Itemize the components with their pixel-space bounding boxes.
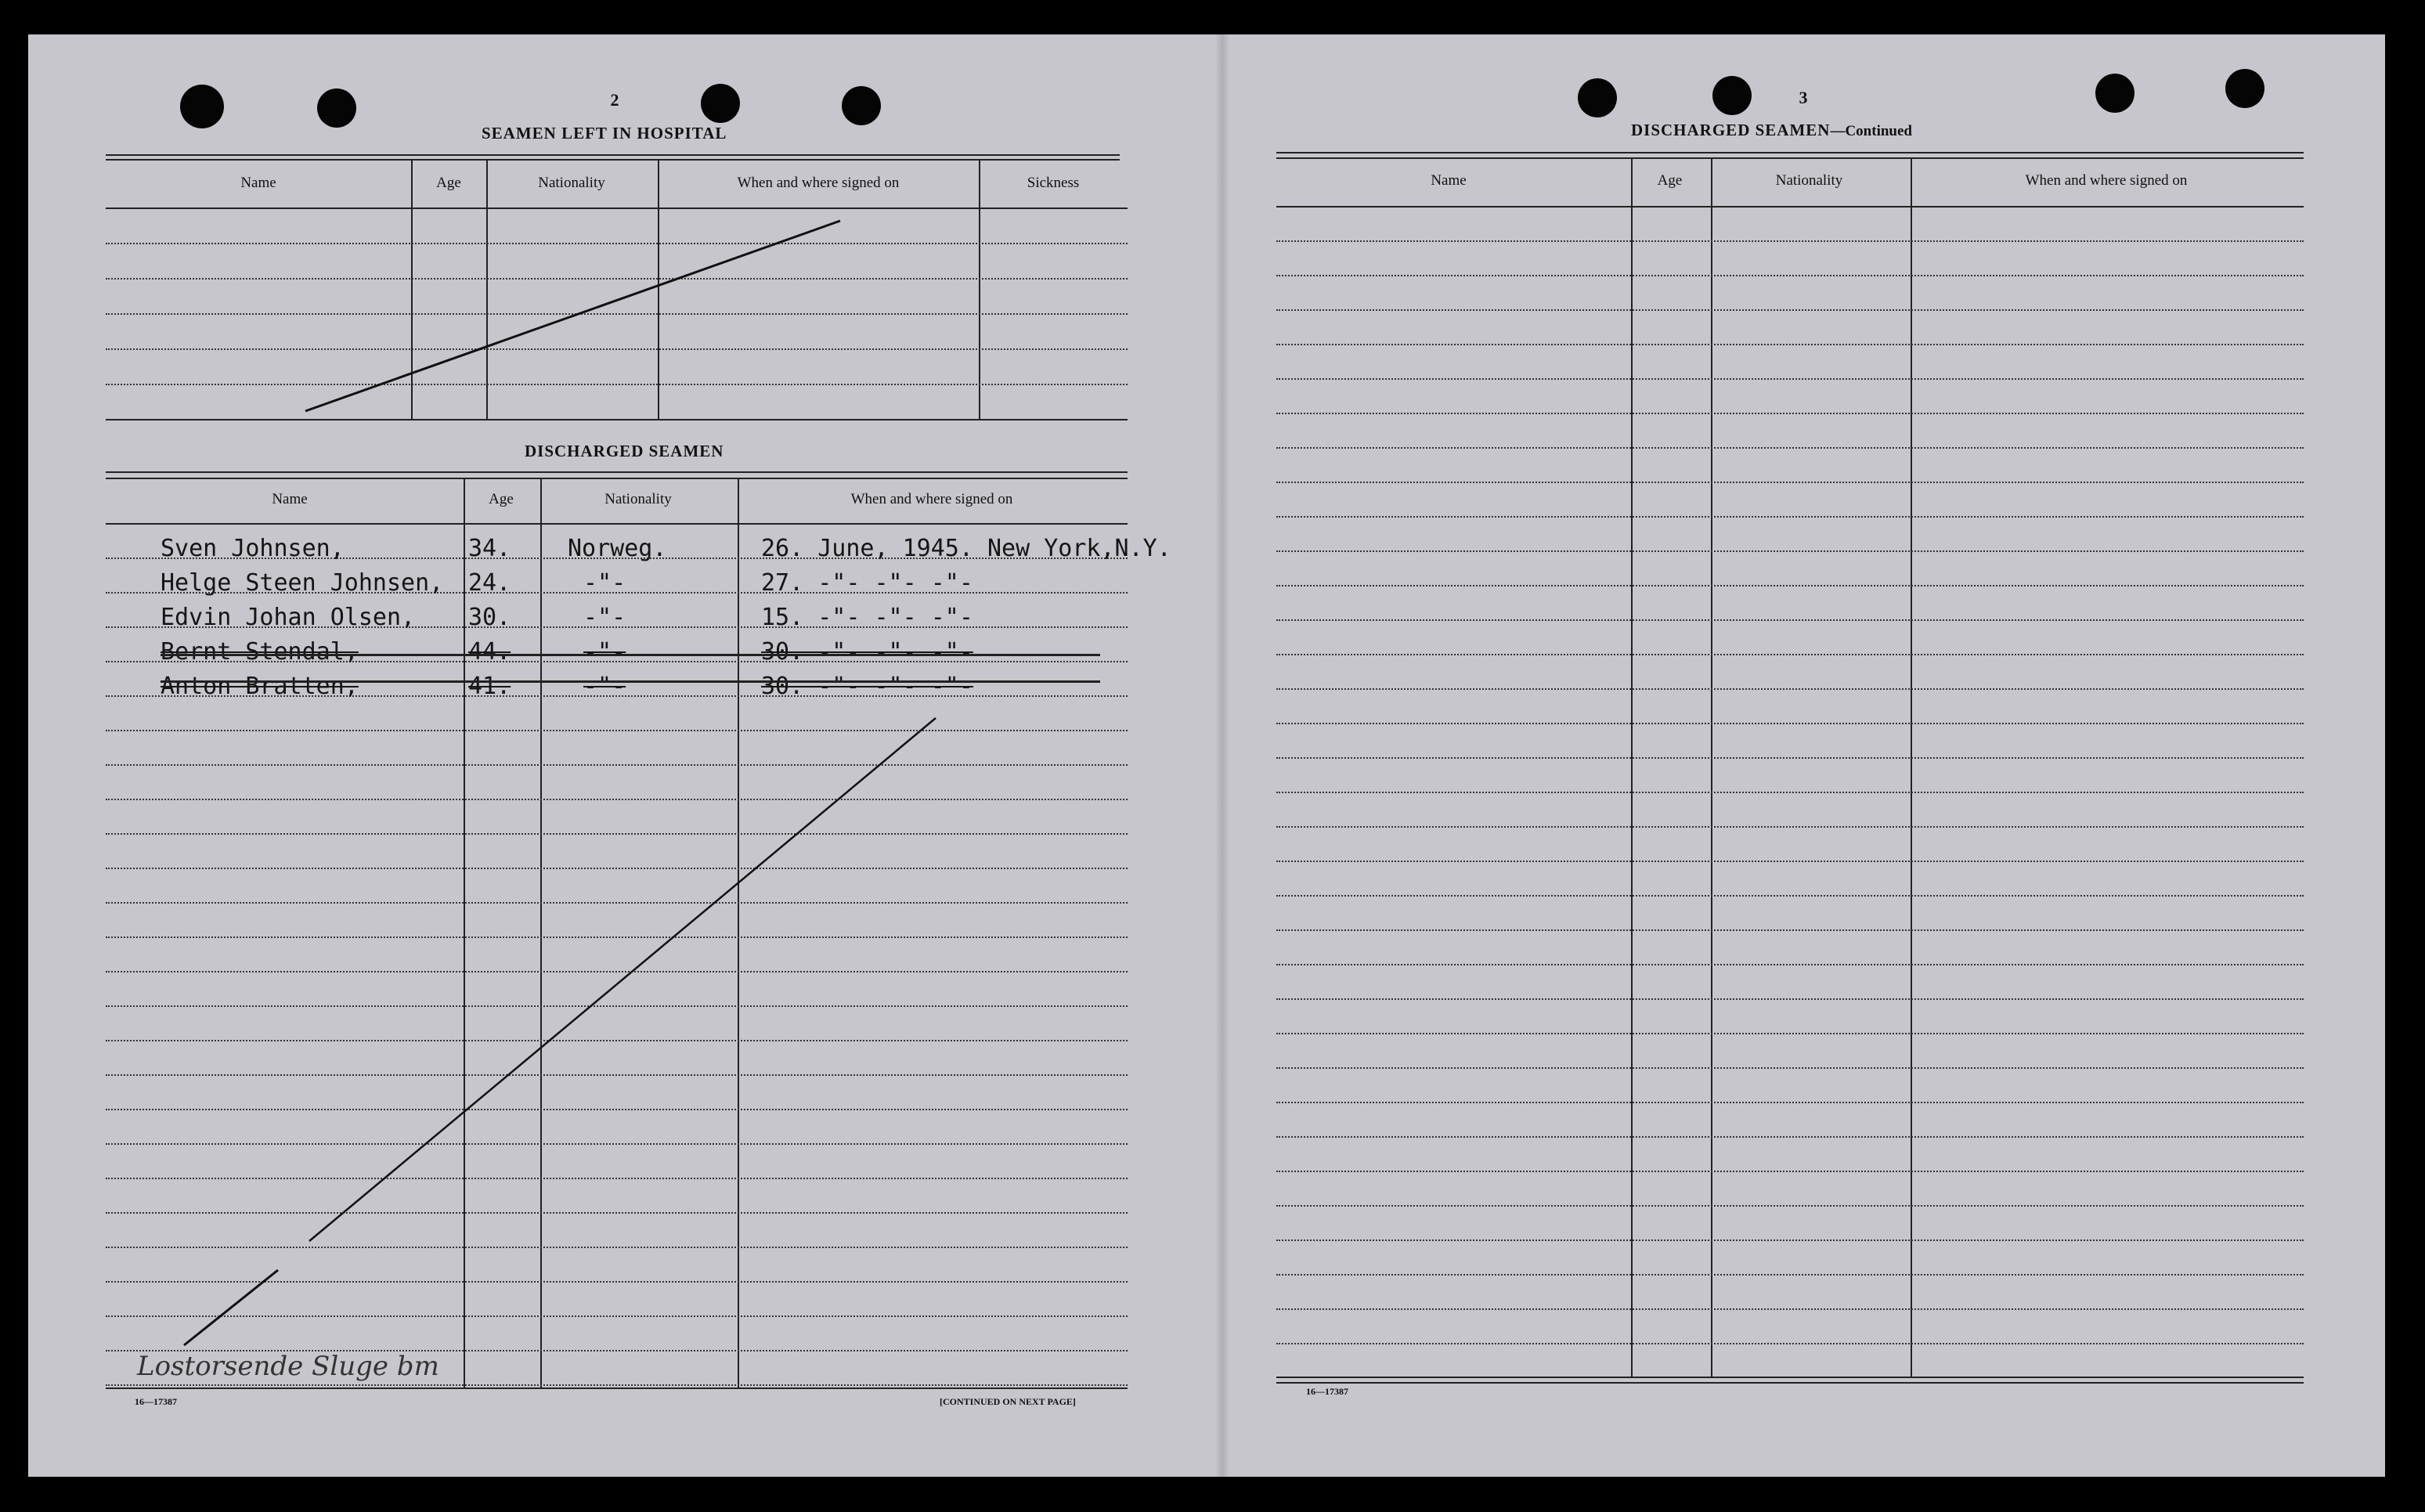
ruled-line: [1276, 1240, 2304, 1241]
seaman-name: Sven Johnsen,: [161, 535, 345, 562]
left-form-number: 16—17387: [135, 1396, 177, 1407]
hospital-col-signed-on: When and where signed on: [737, 175, 900, 191]
seaman-nationality: -"-: [583, 638, 626, 666]
ruled-line: [1276, 1205, 2304, 1207]
ruled-line: [1276, 792, 2304, 793]
ruled-line: [1276, 1033, 2304, 1034]
ruled-line: [1276, 1343, 2304, 1344]
ruled-line: [1276, 998, 2304, 1000]
ruled-line: [1276, 516, 2304, 518]
right-col-signed-on: When and where signed on: [2025, 172, 2188, 189]
discharged-col-name: Name: [272, 491, 308, 507]
seaman-nationality: Norweg.: [568, 535, 667, 562]
seaman-signed-on: 30. -"- -"- -"-: [761, 673, 973, 700]
seaman-signed-on: 30. -"- -"- -"-: [761, 638, 973, 666]
ruled-line: [1276, 1308, 2304, 1310]
ruled-line: [1276, 1067, 2304, 1069]
ruled-line: [1276, 964, 2304, 965]
ruled-line: [1276, 309, 2304, 311]
seaman-age: 30.: [468, 604, 511, 631]
seaman-nationality: -"-: [583, 569, 626, 597]
discharged-col-signed-on: When and where signed on: [850, 491, 1013, 507]
ruled-line: [1276, 1171, 2304, 1172]
ruled-line: [1276, 619, 2304, 621]
ruled-line: [1276, 275, 2304, 276]
ruled-line: [1276, 585, 2304, 586]
ruled-line: [1276, 447, 2304, 449]
discharged-col-age: Age: [489, 491, 514, 507]
ruled-line: [1276, 413, 2304, 414]
right-page-number: 3: [1799, 88, 1808, 107]
seaman-age: 41.: [468, 673, 511, 700]
ruled-line: [1276, 757, 2304, 759]
ruled-line: [1276, 550, 2304, 552]
seaman-name: Helge Steen Johnsen,: [161, 569, 444, 597]
right-section-title: [1631, 121, 1912, 140]
continued-note: [CONTINUED ON NEXT PAGE]: [940, 1396, 1076, 1407]
ruled-line: [1276, 1136, 2304, 1138]
seaman-signed-on: 27. -"- -"- -"-: [761, 569, 973, 597]
ruled-line: [1276, 344, 2304, 345]
discharged-col-nationality: Nationality: [604, 491, 672, 507]
discharged-section-title: DISCHARGED SEAMEN: [525, 442, 724, 460]
ruled-line: [1276, 482, 2304, 483]
seaman-name: Bernt Stendal,: [161, 638, 359, 666]
ruled-line: [1276, 654, 2304, 655]
right-col-name: Name: [1431, 172, 1467, 189]
ruled-line: [1276, 1102, 2304, 1103]
ruled-line: [1276, 826, 2304, 828]
ruled-line: [1276, 1274, 2304, 1276]
seaman-name: Edvin Johan Olsen,: [161, 604, 416, 631]
right-section-title-main: DISCHARGED SEAMEN: [1631, 121, 1831, 139]
right-form-number: 16—17387: [1306, 1386, 1348, 1397]
ruled-line: [1276, 895, 2304, 897]
hospital-section-title: SEAMEN LEFT IN HOSPITAL: [482, 124, 727, 143]
seaman-age: 24.: [468, 569, 511, 597]
ruled-line: [1276, 688, 2304, 690]
seaman-nationality: -"-: [583, 604, 626, 631]
ruled-line: [1276, 378, 2304, 380]
seaman-signed-on: 26. June, 1945. New York,N.Y.: [761, 535, 1171, 562]
seaman-name: Anton Bratten,: [161, 673, 359, 700]
ruled-line: [1276, 929, 2304, 931]
seaman-signed-on: 15. -"- -"- -"-: [761, 604, 973, 631]
right-section-title-suffix: —Continued: [1830, 123, 1912, 139]
hospital-col-nationality: Nationality: [538, 175, 605, 191]
ruled-line: [1276, 861, 2304, 862]
hospital-col-age: Age: [436, 175, 461, 191]
left-page-number: 2: [610, 90, 619, 110]
ruled-line: [1276, 723, 2304, 724]
ruled-line: [1276, 240, 2304, 242]
hospital-col-name: Name: [240, 175, 276, 191]
hospital-col-sickness: Sickness: [1027, 175, 1080, 191]
right-col-nationality: Nationality: [1775, 172, 1843, 189]
seaman-age: 44.: [468, 638, 511, 666]
right-col-age: Age: [1657, 172, 1683, 189]
handwritten-note: Lostorsende Sluge bm: [137, 1351, 439, 1382]
seaman-nationality: -"-: [583, 673, 626, 700]
seaman-age: 34.: [468, 535, 511, 562]
